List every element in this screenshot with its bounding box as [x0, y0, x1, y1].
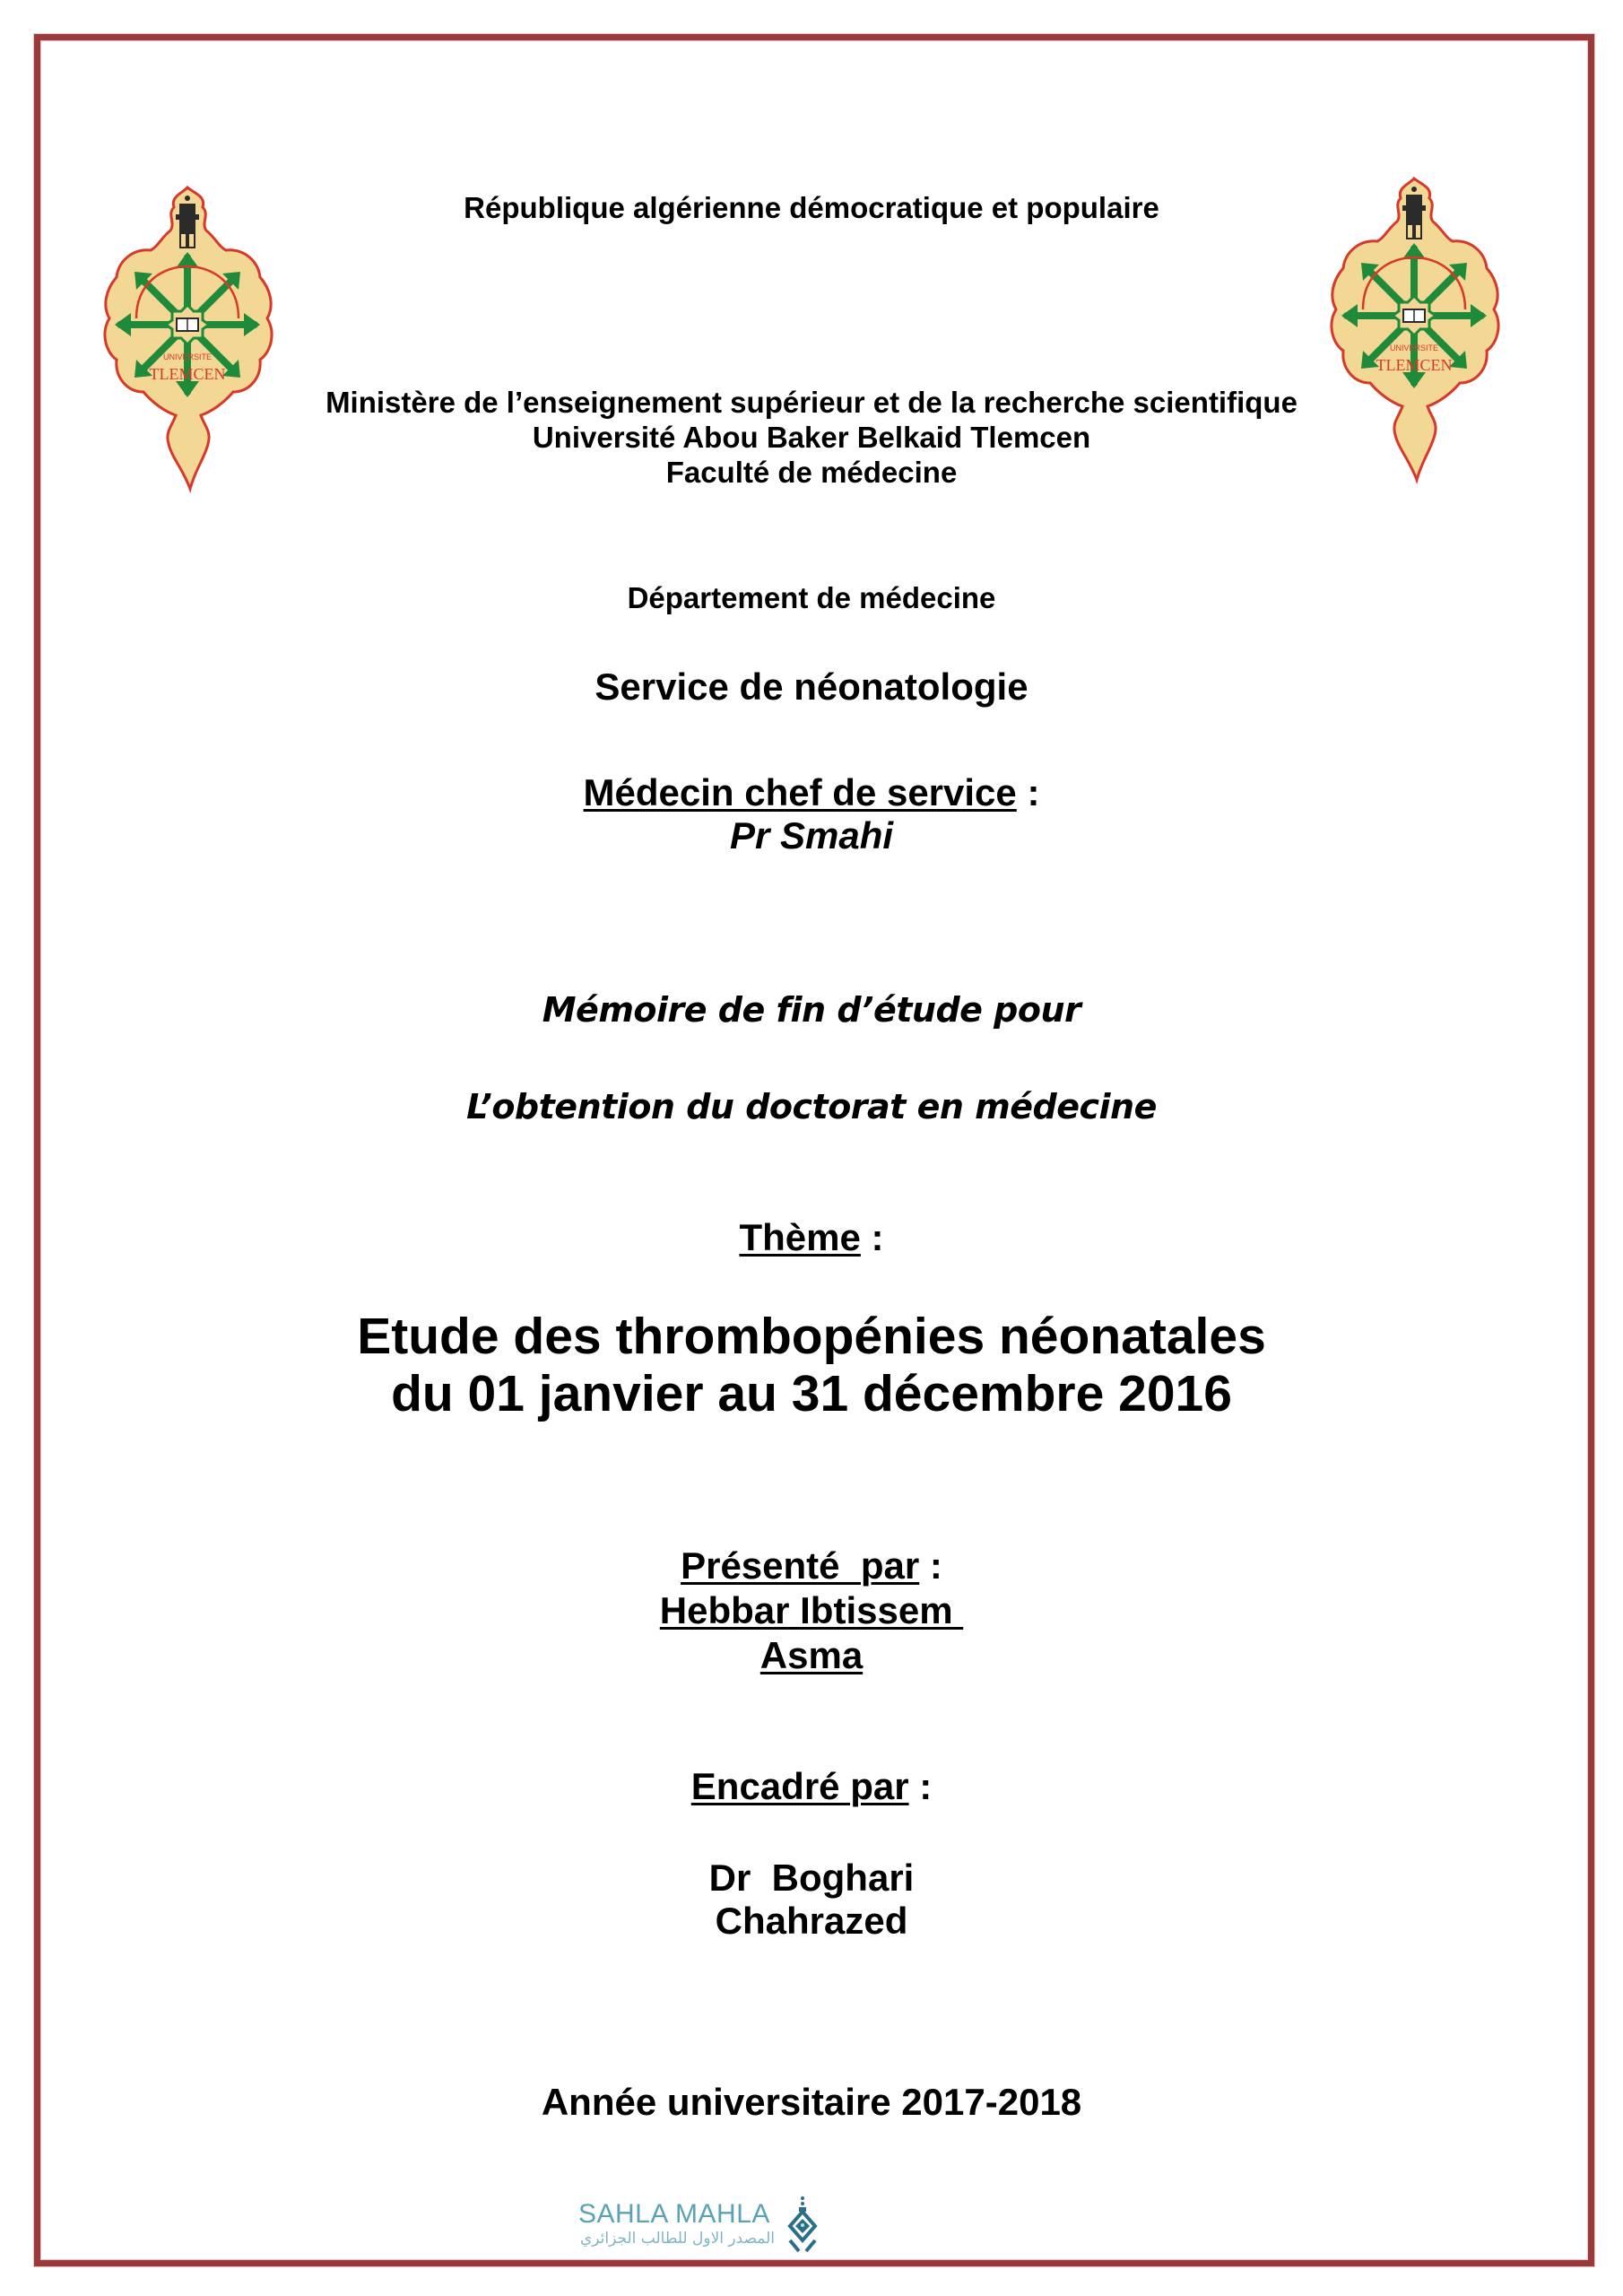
svg-text:TLEMCEN: TLEMCEN — [1376, 356, 1453, 374]
university-name: Université Abou Baker Belkaid Tlemcen — [532, 421, 1091, 454]
faculty-name: Faculté de médecine — [665, 456, 958, 489]
presented-by-label: Présenté par — [681, 1544, 920, 1587]
republic-heading: République algérienne démocratique et populaire — [464, 191, 1159, 224]
chief-label-line — [0, 771, 1623, 814]
chief-label: Médecin chef de service — [583, 771, 1017, 813]
presenter-name-1-line — [0, 1589, 1623, 1632]
supervised-by-label: Encadré par — [690, 1765, 909, 1807]
presenter-name-2: Asma — [759, 1634, 864, 1676]
sahla-mahla-title: SAHLA MAHLA — [578, 2199, 770, 2229]
sahla-mahla-watermark — [578, 2199, 820, 2253]
ministry-heading: Ministère de l’enseignement supérieur et de la recherche scientifique — [325, 386, 1298, 419]
thesis-title-line-1: Etude des thrombopénies néonatales — [357, 1308, 1266, 1365]
sahla-mahla-subtitle: المصدر الاول للطالب الجزائري — [580, 2230, 775, 2248]
memoire-line-2: L’obtention du doctorat en médecine — [466, 1087, 1157, 1126]
svg-text:UNIVERSITE: UNIVERSITE — [162, 352, 213, 361]
presented-by-line — [0, 1544, 1623, 1587]
supervised-by-line — [0, 1765, 1623, 1808]
theme-separator: : — [860, 1216, 884, 1258]
memoire-line-1: Mémoire de fin d’étude pour — [542, 990, 1081, 1030]
supervised-by-separator: : — [908, 1765, 933, 1807]
svg-text:TLEMCEN: TLEMCEN — [149, 365, 226, 383]
presented-by-separator: : — [919, 1544, 942, 1587]
supervisor-name-1: Dr Boghari — [708, 1857, 915, 1899]
chief-name: Pr Smahi — [729, 814, 894, 857]
chief-separator: : — [1016, 771, 1040, 813]
svg-text:UNIVERSITE: UNIVERSITE — [1389, 344, 1439, 352]
sahla-mahla-logo-icon — [786, 2196, 819, 2255]
service-name: Service de néonatologie — [595, 665, 1028, 708]
theme-label-line — [0, 1216, 1623, 1259]
department-name: Département de médecine — [627, 581, 996, 614]
thesis-title-line-2: du 01 janvier au 31 décembre 2016 — [391, 1365, 1232, 1422]
presenter-name-1: Hebbar Ibtissem — [659, 1589, 964, 1631]
academic-year: Année universitaire 2017-2018 — [541, 2081, 1082, 2123]
supervisor-name-2: Chahrazed — [715, 1900, 908, 1942]
theme-label: Thème — [739, 1216, 861, 1258]
presenter-name-2-line — [0, 1634, 1623, 1677]
